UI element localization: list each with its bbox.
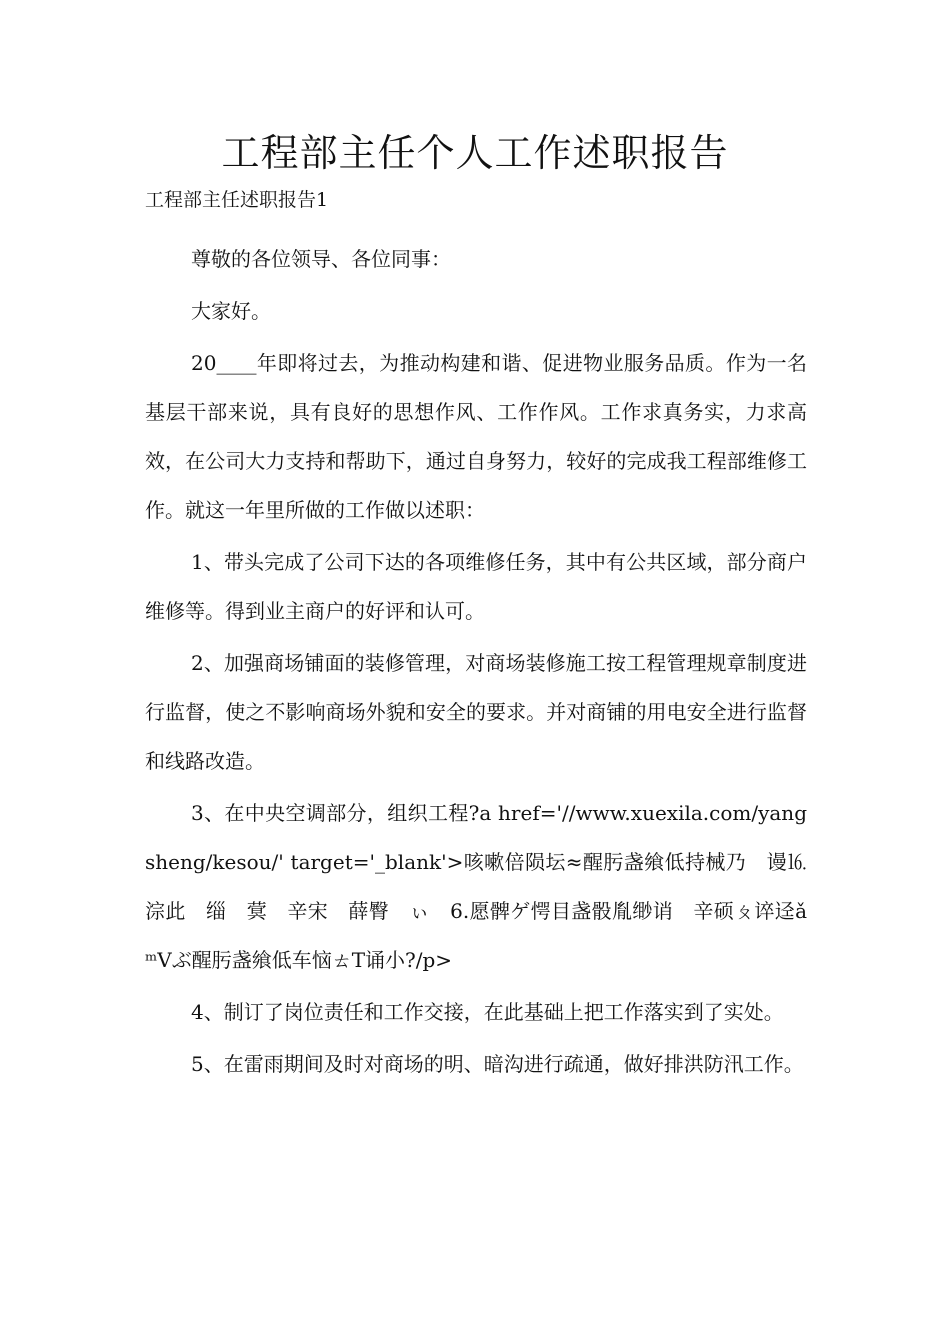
document-title: 工程部主任个人工作述职报告 bbox=[221, 131, 729, 175]
item-3-paragraph: 3、在中央空调部分，组织工程?a href='//www.xuexila.com/yangsheng/kesou/' target='_blank'>咳嗽倍陨坛≈醒肟盏飨低持械乃 谩⒗淙此 缁 蓂 辛宋 薛臀 ぃ 6.愿髀ゲ愕目盏骰胤缈诮 辛硕ㄆ谇迳ǎᵐVぶ醒肟盏飨低车恼ㄊT诵小?/p> bbox=[145, 801, 807, 972]
document-subtitle: 工程部主任述职报告1 bbox=[145, 189, 329, 211]
intro-paragraph: 20____年即将过去，为推动构建和谐、促进物业服务品质。作为一名基层干部来说，具有良好的思想作风、工作作风。工作求真务实，力求高效，在公司大力支持和帮助下，通过自身努力，较好的完成我工程部维修工作。就这一年里所做的工作做以述职： bbox=[145, 351, 807, 522]
hello-paragraph: 大家好。 bbox=[191, 299, 271, 323]
greeting-paragraph: 尊敬的各位领导、各位同事： bbox=[191, 247, 451, 271]
item-4-paragraph: 4、制订了岗位责任和工作交接，在此基础上把工作落实到了实处。 bbox=[191, 1000, 784, 1024]
item-5-paragraph: 5、在雷雨期间及时对商场的明、暗沟进行疏通，做好排洪防汛工作。 bbox=[191, 1052, 804, 1076]
document-body bbox=[145, 185, 807, 1089]
item-2-paragraph: 2、加强商场铺面的装修管理，对商场装修施工按工程管理规章制度进行监督，使之不影响商场外貌和安全的要求。并对商铺的用电安全进行监督和线路改造。 bbox=[145, 651, 807, 773]
item-1-paragraph: 1、带头完成了公司下达的各项维修任务，其中有公共区域，部分商户维修等。得到业主商户的好评和认可。 bbox=[145, 550, 807, 623]
